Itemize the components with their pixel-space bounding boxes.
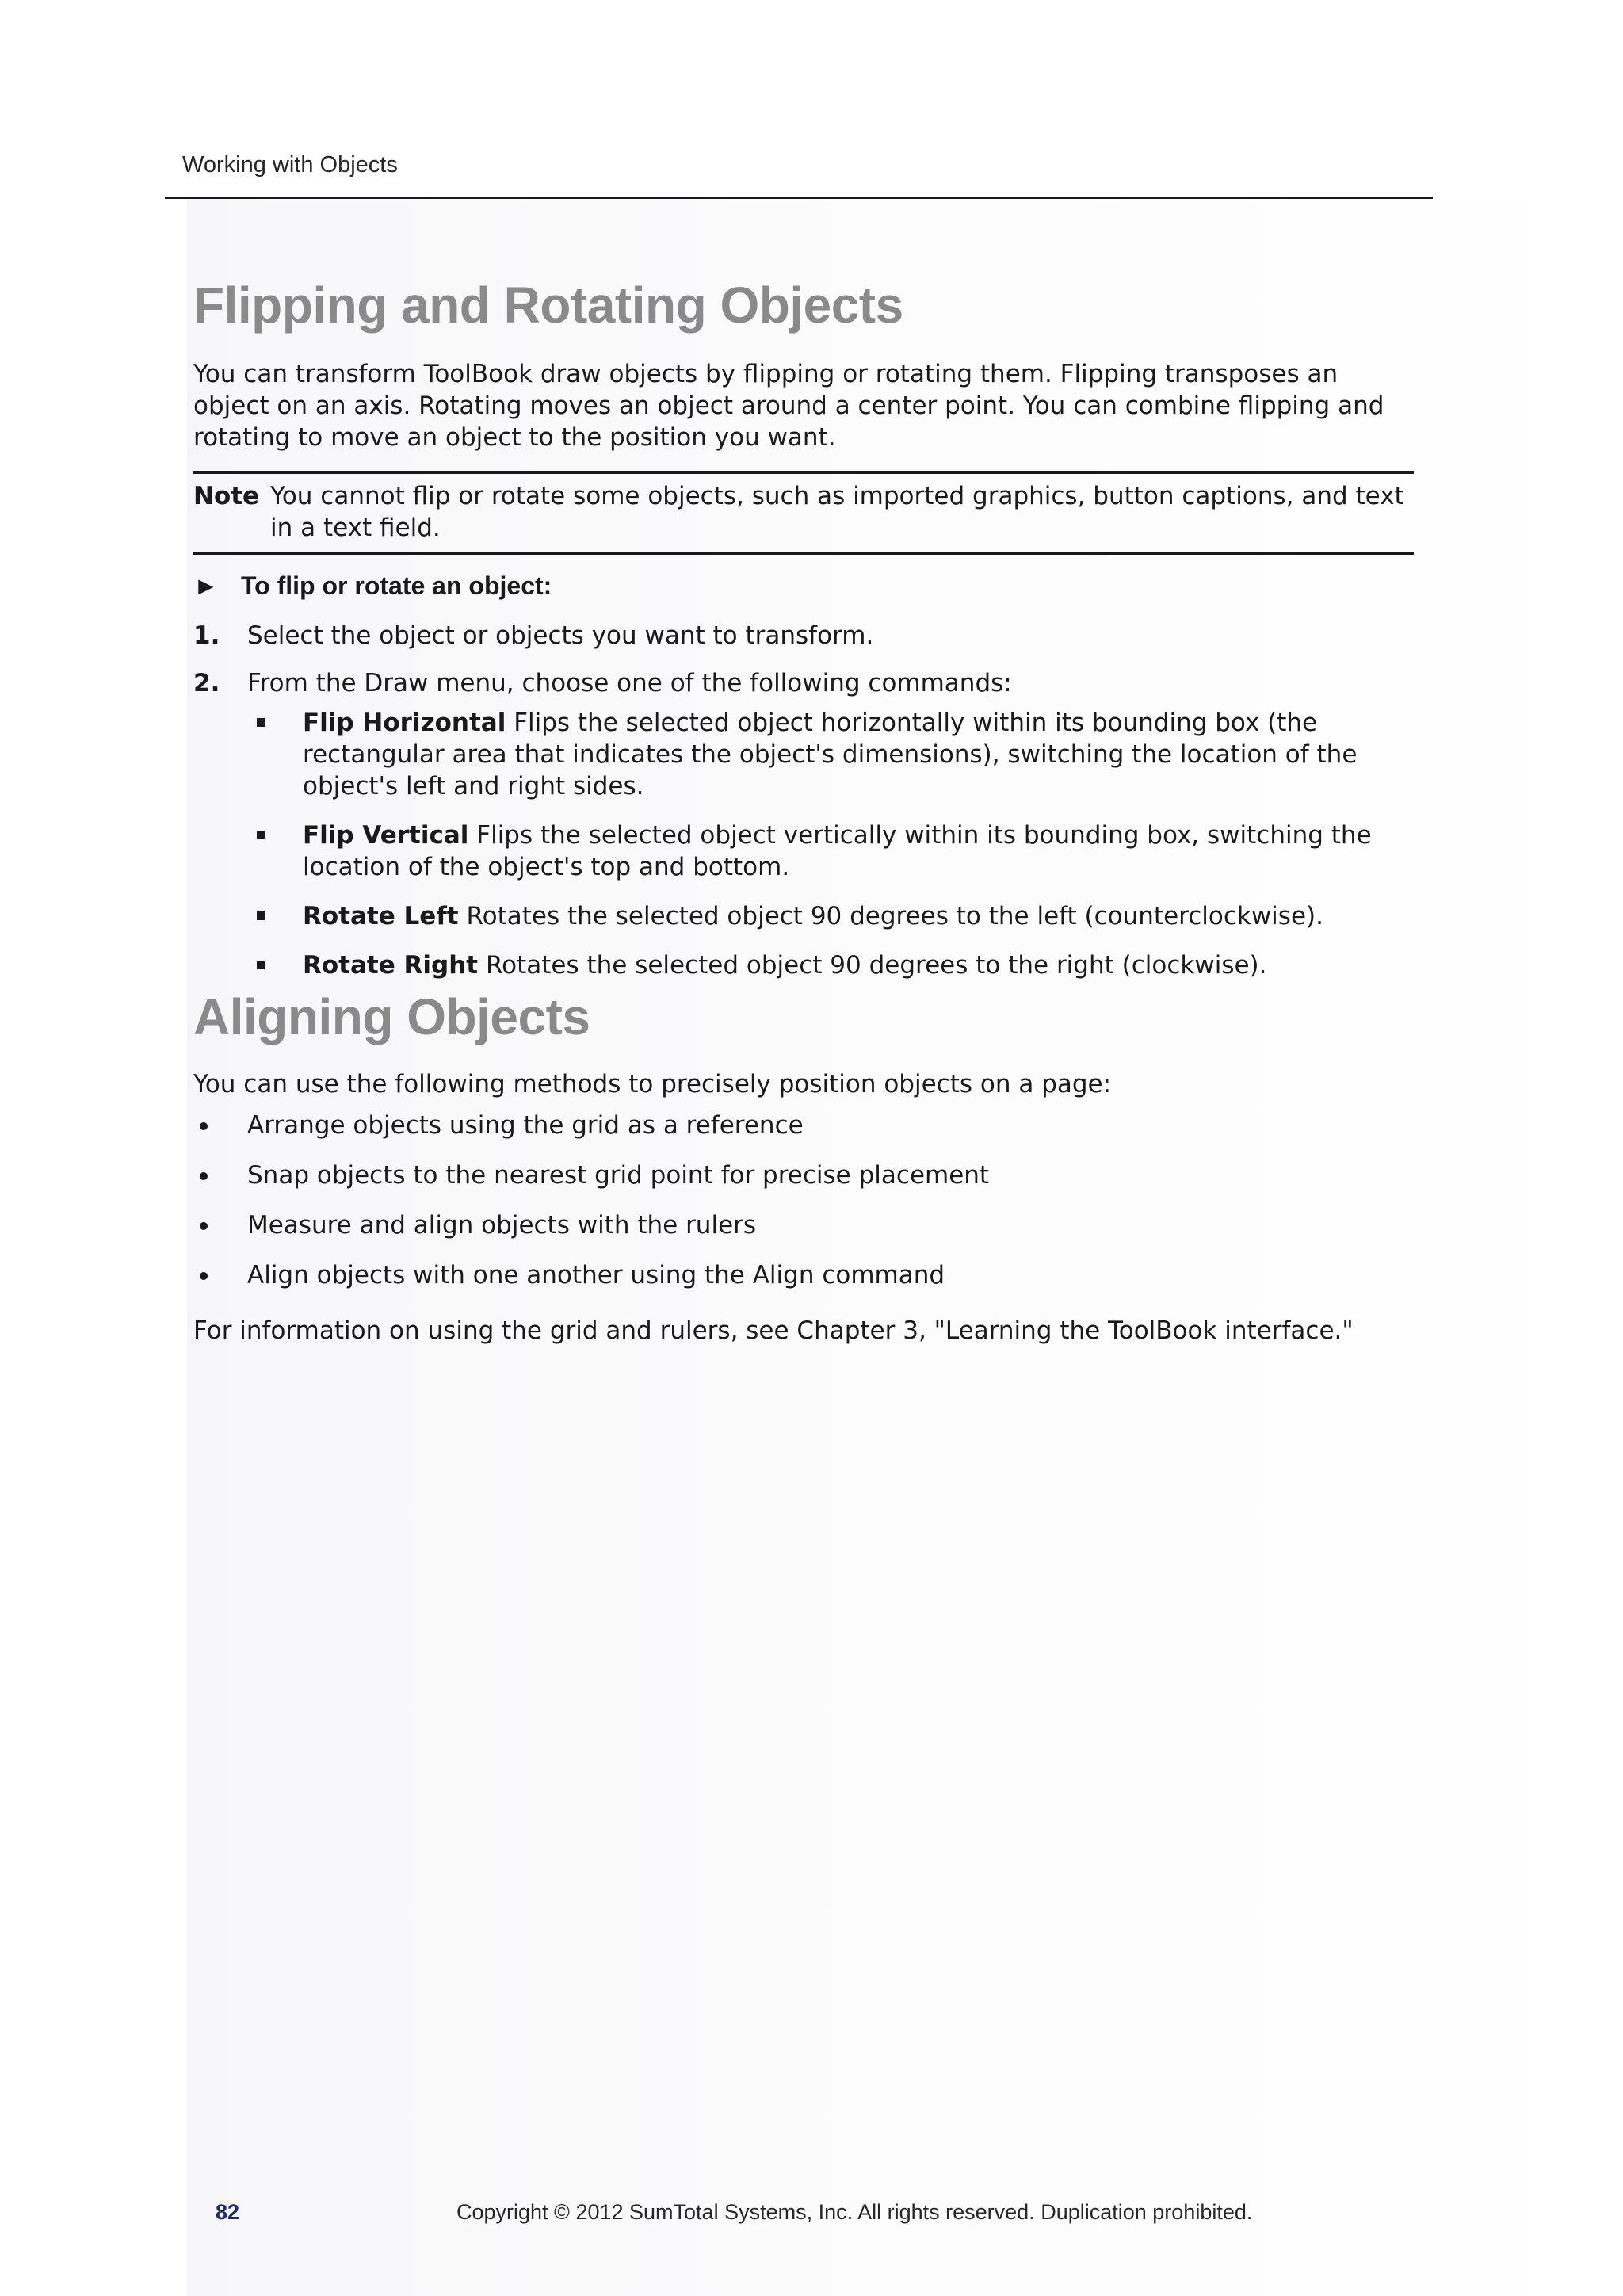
command-item-flip-horizontal — [247, 707, 1414, 802]
step-number: 2. — [193, 669, 220, 697]
step-1 — [193, 620, 1414, 651]
command-name: Flip Horizontal — [303, 709, 506, 737]
round-bullet-icon — [193, 1110, 247, 1141]
command-item-flip-vertical — [247, 819, 1414, 883]
round-bullet-icon — [193, 1259, 247, 1291]
closing-paragraph: For information on using the grid and rulers, see Chapter 3, "Learning the ToolBook interface." — [193, 1316, 1354, 1345]
note-label: Note — [193, 482, 260, 510]
command-item-rotate-right — [247, 949, 1414, 981]
list-item — [193, 1159, 1414, 1191]
step-text: Select the object or objects you want to transform. — [247, 621, 874, 650]
methods-list — [193, 1110, 1414, 1291]
running-header: Working with Objects — [182, 152, 398, 178]
command-name: Flip Vertical — [303, 821, 469, 850]
copyright-notice: Copyright © 2012 SumTotal Systems, Inc. All rights reserved. Duplication prohibited. — [456, 2200, 1253, 2224]
square-bullet-icon — [247, 819, 303, 883]
step-2 — [193, 667, 1414, 699]
command-description: Flips the selected object horizontally within its bounding box (the rectangular area that indicates the object's dimensions), switching the location of the object's left and right sides. — [303, 709, 1358, 800]
command-name: Rotate Right — [303, 951, 479, 980]
triangle-arrow-icon: ► — [193, 571, 219, 600]
step-text: From the Draw menu, choose one of the following commands: — [247, 669, 1012, 697]
list-item-text: Align objects with one another using the Align command — [247, 1261, 945, 1289]
step-number: 1. — [193, 621, 220, 650]
list-item-text: Snap objects to the nearest grid point for precise placement — [247, 1161, 990, 1190]
list-item — [193, 1209, 1414, 1241]
list-item-text: Arrange objects using the grid as a reference — [247, 1111, 804, 1140]
list-item — [193, 1259, 1414, 1291]
section-title-flipping: Flipping and Rotating Objects — [193, 277, 903, 334]
page-number: 82 — [216, 2200, 240, 2224]
square-bullet-icon — [247, 949, 303, 981]
page-content — [193, 269, 1414, 1347]
command-item-rotate-left — [247, 900, 1414, 932]
aligning-intro: You can use the following methods to precisely position objects on a page: — [193, 1070, 1112, 1098]
command-description: Flips the selected object vertically within its bounding box, switching the location of the object's top and bottom. — [303, 821, 1372, 881]
command-list — [247, 707, 1414, 981]
round-bullet-icon — [193, 1209, 247, 1241]
square-bullet-icon — [247, 707, 303, 802]
command-description: Rotates the selected object 90 degrees to the right (clockwise). — [478, 951, 1267, 980]
section-title-aligning: Aligning Objects — [193, 988, 590, 1045]
list-item-text: Measure and align objects with the rulers — [247, 1211, 757, 1240]
command-description: Rotates the selected object 90 degrees to the left (counterclockwise). — [458, 902, 1323, 930]
square-bullet-icon — [247, 900, 303, 932]
note-text: You cannot flip or rotate some objects, such as imported graphics, button captions, and text in a text field. — [270, 482, 1404, 542]
list-item — [193, 1110, 1414, 1141]
round-bullet-icon — [193, 1159, 247, 1191]
procedure-heading-text: To flip or rotate an object: — [241, 571, 552, 600]
procedure-heading — [193, 567, 1414, 604]
header-divider — [165, 197, 1433, 199]
command-name: Rotate Left — [303, 902, 459, 930]
note-box — [193, 471, 1414, 555]
intro-paragraph: You can transform ToolBook draw objects by flipping or rotating them. Flipping transposes an object on an axis. Rotating moves an object around a center point. You can combine flipping and rotating to move an object to the position you want. — [193, 360, 1384, 452]
